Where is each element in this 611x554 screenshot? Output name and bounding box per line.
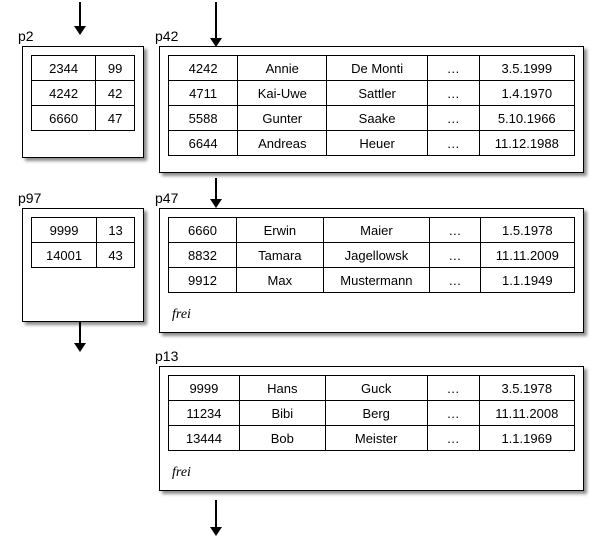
node-p2-table: [31, 55, 135, 131]
cell: Gunter: [238, 106, 327, 131]
cell: Sattler: [327, 81, 428, 106]
cell: De Monti: [327, 56, 428, 81]
cell: 4242: [32, 81, 96, 106]
cell: Heuer: [327, 131, 428, 156]
cell: 9999: [169, 376, 240, 401]
table-row: [32, 243, 135, 268]
cell: Mustermann: [323, 268, 429, 293]
table-row: [169, 376, 575, 401]
cell: 14001: [32, 243, 97, 268]
table-row: [169, 401, 575, 426]
node-p13-table: [168, 375, 575, 451]
cell: …: [427, 56, 479, 81]
table-row: [169, 268, 575, 293]
cell: …: [430, 218, 480, 243]
cell: 99: [96, 56, 135, 81]
node-p13-free-label: frei: [172, 465, 191, 480]
node-p97-table: [31, 217, 135, 268]
cell: 11.11.2008: [479, 401, 574, 426]
cell: 6644: [169, 131, 238, 156]
cell: 42: [96, 81, 135, 106]
cell: 8832: [169, 243, 237, 268]
node-label-p2: p2: [18, 28, 34, 44]
cell: 2344: [32, 56, 96, 81]
table-row: [32, 218, 135, 243]
cell: …: [430, 243, 480, 268]
table-row: [169, 56, 575, 81]
cell: Erwin: [236, 218, 323, 243]
table-row: [32, 106, 135, 131]
cell: 9912: [169, 268, 237, 293]
cell: …: [427, 131, 479, 156]
table-row: [169, 81, 575, 106]
cell: Kai-Uwe: [238, 81, 327, 106]
cell: Annie: [238, 56, 327, 81]
cell: …: [427, 401, 479, 426]
cell: Meister: [325, 426, 427, 451]
cell: 47: [96, 106, 135, 131]
arrow-into-p2-line: [79, 2, 81, 28]
cell: 3.5.1999: [479, 56, 574, 81]
cell: …: [427, 376, 479, 401]
table-row: [169, 131, 575, 156]
arrow-into-p47-head: [210, 199, 222, 208]
cell: Max: [236, 268, 323, 293]
cell: Bob: [239, 426, 325, 451]
cell: 4242: [169, 56, 238, 81]
cell: 11.11.2009: [480, 243, 574, 268]
cell: 11.12.1988: [479, 131, 574, 156]
node-p47: [159, 208, 584, 333]
cell: 3.5.1978: [479, 376, 574, 401]
table-row: [169, 106, 575, 131]
cell: Bibi: [239, 401, 325, 426]
cell: Saake: [327, 106, 428, 131]
cell: …: [427, 81, 479, 106]
arrow-into-p2-head: [74, 26, 86, 35]
node-label-p97: p97: [18, 190, 42, 206]
table-row: [169, 426, 575, 451]
cell: 4711: [169, 81, 238, 106]
cell: Jagellowsk: [323, 243, 429, 268]
arrow-out-of-p97-head: [74, 343, 86, 352]
cell: Tamara: [236, 243, 323, 268]
cell: 6660: [32, 106, 96, 131]
table-row: [32, 56, 135, 81]
arrow-into-p42-line: [215, 2, 217, 40]
cell: Maier: [323, 218, 429, 243]
cell: Andreas: [238, 131, 327, 156]
cell: Hans: [239, 376, 325, 401]
cell: 1.4.1970: [479, 81, 574, 106]
node-p42-table: [168, 55, 575, 156]
node-p42: [159, 46, 584, 173]
node-label-p42: p42: [155, 28, 179, 44]
cell: …: [427, 106, 479, 131]
cell: 43: [97, 243, 135, 268]
table-row: [169, 218, 575, 243]
node-p47-free-label: frei: [172, 307, 191, 322]
cell: 9999: [32, 218, 97, 243]
cell: 1.5.1978: [480, 218, 574, 243]
node-label-p13: p13: [155, 348, 179, 364]
node-p47-table: [168, 217, 575, 293]
cell: 11234: [169, 401, 240, 426]
table-row: [169, 243, 575, 268]
arrow-out-of-p13-head: [210, 527, 222, 536]
node-p13: [159, 366, 584, 491]
node-p97: [22, 208, 144, 322]
cell: 1.1.1969: [479, 426, 574, 451]
cell: Guck: [325, 376, 427, 401]
cell: 6660: [169, 218, 237, 243]
cell: …: [430, 268, 480, 293]
cell: …: [427, 426, 479, 451]
cell: 5.10.1966: [479, 106, 574, 131]
node-label-p47: p47: [155, 190, 179, 206]
cell: 13: [97, 218, 135, 243]
cell: 1.1.1949: [480, 268, 574, 293]
node-p2: [22, 46, 144, 158]
table-row: [32, 81, 135, 106]
cell: 5588: [169, 106, 238, 131]
cell: 13444: [169, 426, 240, 451]
cell: Berg: [325, 401, 427, 426]
